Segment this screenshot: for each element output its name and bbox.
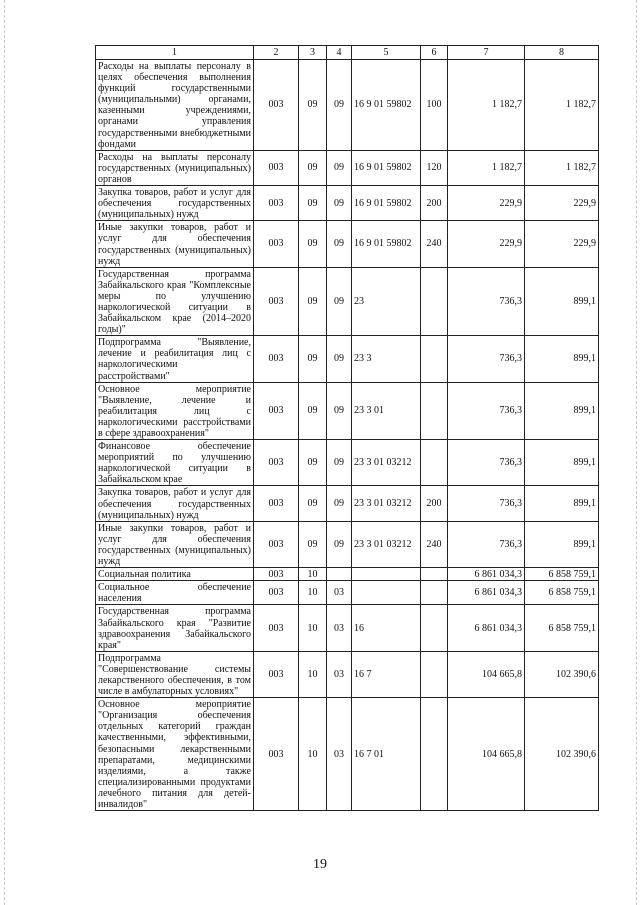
cell-sum-2020: 102 390,6	[525, 651, 599, 697]
cell-section: 10	[299, 581, 327, 605]
cell-sum-2019: 229,9	[448, 221, 525, 267]
cell-sum-2020: 899,1	[525, 521, 599, 567]
cell-subsection: 09	[327, 221, 352, 267]
cell-section: 09	[299, 440, 327, 486]
cell-sum-2020: 899,1	[525, 267, 599, 336]
cell-name: Расходы на выплаты персоналу государственных (муниципальных) органов	[96, 150, 254, 185]
cell-section: 09	[299, 221, 327, 267]
cell-sum-2019: 6 861 034,3	[448, 581, 525, 605]
cell-target: 16	[352, 605, 421, 651]
cell-sum-2019: 104 665,8	[448, 698, 525, 811]
cell-subsection: 03	[327, 698, 352, 811]
cell-name: Расходы на выплаты персоналу в целях обеспечения выполнения функций государственными (муниципальными) органами, казенными учреждениями, органами управления государственными внебюджетными фондами	[96, 60, 254, 151]
cell-sum-2020: 899,1	[525, 440, 599, 486]
cell-section: 09	[299, 486, 327, 521]
table-row	[96, 60, 599, 151]
cell-subsection: 09	[327, 440, 352, 486]
header-col-5: 5	[352, 46, 421, 60]
cell-sum-2020: 6 858 759,1	[525, 581, 599, 605]
scan-edge-right	[636, 0, 637, 905]
header-col-1: 1	[96, 46, 254, 60]
cell-admin: 003	[254, 60, 299, 151]
header-col-2: 2	[254, 46, 299, 60]
cell-name: Государственная программа Забайкальского края "Развитие здравоохранения Забайкальского края"	[96, 605, 254, 651]
cell-target: 23 3 01 03212	[352, 486, 421, 521]
cell-target: 23 3 01 03212	[352, 521, 421, 567]
page-number: 19	[313, 857, 327, 872]
cell-section: 09	[299, 336, 327, 382]
cell-subsection: 03	[327, 605, 352, 651]
cell-target: 16 7 01	[352, 698, 421, 811]
cell-target: 16 9 01 59802	[352, 186, 421, 221]
table-row	[96, 486, 599, 521]
table-header-row	[96, 46, 599, 60]
table-row	[96, 605, 599, 651]
cell-type: 240	[421, 521, 448, 567]
table-row	[96, 568, 599, 581]
cell-name: Государственная программа Забайкальского края "Комплексные меры по улучшению наркологической ситуации в Забайкальском крае (2014–2020 годы)"	[96, 267, 254, 336]
cell-sum-2020: 899,1	[525, 486, 599, 521]
cell-sum-2020: 1 182,7	[525, 60, 599, 151]
budget-table	[95, 45, 599, 811]
cell-admin: 003	[254, 486, 299, 521]
cell-admin: 003	[254, 186, 299, 221]
cell-name: Подпрограмма "Совершенствование системы лекарственного обеспечения, в том числе в амбулаторных условиях"	[96, 651, 254, 697]
header-col-3: 3	[299, 46, 327, 60]
cell-section: 10	[299, 698, 327, 811]
cell-name: Основное мероприятие "Выявление, лечение и реабилитация лиц с наркологическими расстройствами в сфере здравоохранения"	[96, 382, 254, 439]
cell-subsection: 09	[327, 336, 352, 382]
cell-sum-2019: 736,3	[448, 486, 525, 521]
cell-type	[421, 336, 448, 382]
cell-sum-2019: 736,3	[448, 267, 525, 336]
cell-sum-2020: 1 182,7	[525, 150, 599, 185]
cell-sum-2020: 6 858 759,1	[525, 605, 599, 651]
cell-admin: 003	[254, 651, 299, 697]
cell-target: 23 3	[352, 336, 421, 382]
cell-type	[421, 440, 448, 486]
cell-type	[421, 605, 448, 651]
cell-name: Иные закупки товаров, работ и услуг для обеспечения государственных (муниципальных) нужд	[96, 221, 254, 267]
cell-section: 09	[299, 382, 327, 439]
table-row	[96, 651, 599, 697]
cell-name: Основное мероприятие "Организация обеспечения отдельных категорий граждан качественными, эффективными, безопасными лекарственными препаратами, медицинскими изделиями, а также специализированными продуктами лечебного питания для детей-инвалидов"	[96, 698, 254, 811]
table-row	[96, 382, 599, 439]
cell-admin: 003	[254, 568, 299, 581]
table-row	[96, 581, 599, 605]
cell-sum-2019: 736,3	[448, 440, 525, 486]
cell-admin: 003	[254, 267, 299, 336]
table-row	[96, 440, 599, 486]
cell-type	[421, 581, 448, 605]
cell-section: 09	[299, 267, 327, 336]
cell-admin: 003	[254, 221, 299, 267]
cell-admin: 003	[254, 440, 299, 486]
table-row	[96, 521, 599, 567]
cell-type	[421, 651, 448, 697]
table-row	[96, 221, 599, 267]
cell-name: Закупка товаров, работ и услуг для обеспечения государственных (муниципальных) нужд	[96, 186, 254, 221]
cell-admin: 003	[254, 150, 299, 185]
cell-sum-2020: 899,1	[525, 336, 599, 382]
cell-subsection: 09	[327, 267, 352, 336]
cell-target: 16 7	[352, 651, 421, 697]
cell-sum-2019: 736,3	[448, 382, 525, 439]
cell-admin: 003	[254, 336, 299, 382]
table-row	[96, 150, 599, 185]
cell-section: 09	[299, 150, 327, 185]
cell-type: 120	[421, 150, 448, 185]
cell-sum-2020: 899,1	[525, 382, 599, 439]
cell-type: 200	[421, 486, 448, 521]
cell-sum-2020: 102 390,6	[525, 698, 599, 811]
cell-admin: 003	[254, 698, 299, 811]
cell-sum-2019: 104 665,8	[448, 651, 525, 697]
cell-sum-2020: 6 858 759,1	[525, 568, 599, 581]
cell-target: 16 9 01 59802	[352, 60, 421, 151]
scan-edge-left	[4, 0, 5, 905]
cell-subsection: 09	[327, 60, 352, 151]
cell-name: Подпрограмма "Выявление, лечение и реабилитация лиц с наркологическими расстройствами"	[96, 336, 254, 382]
cell-subsection: 03	[327, 651, 352, 697]
cell-section: 09	[299, 60, 327, 151]
table-row	[96, 698, 599, 811]
header-col-4: 4	[327, 46, 352, 60]
cell-target: 16 9 01 59802	[352, 150, 421, 185]
table-row	[96, 186, 599, 221]
table-row	[96, 336, 599, 382]
cell-target: 16 9 01 59802	[352, 221, 421, 267]
cell-sum-2019: 1 182,7	[448, 150, 525, 185]
cell-subsection: 09	[327, 382, 352, 439]
cell-section: 10	[299, 568, 327, 581]
cell-admin: 003	[254, 521, 299, 567]
cell-sum-2019: 736,3	[448, 336, 525, 382]
cell-sum-2020: 229,9	[525, 221, 599, 267]
cell-sum-2019: 736,3	[448, 521, 525, 567]
cell-admin: 003	[254, 605, 299, 651]
cell-type: 100	[421, 60, 448, 151]
cell-target	[352, 581, 421, 605]
cell-type	[421, 382, 448, 439]
cell-type: 240	[421, 221, 448, 267]
cell-admin: 003	[254, 382, 299, 439]
table-body	[96, 46, 599, 811]
cell-subsection: 09	[327, 521, 352, 567]
cell-section: 09	[299, 521, 327, 567]
cell-sum-2019: 1 182,7	[448, 60, 525, 151]
cell-sum-2019: 6 861 034,3	[448, 605, 525, 651]
cell-target	[352, 568, 421, 581]
cell-admin: 003	[254, 581, 299, 605]
cell-name: Закупка товаров, работ и услуг для обеспечения государственных (муниципальных) нужд	[96, 486, 254, 521]
cell-subsection	[327, 568, 352, 581]
cell-target: 23 3 01 03212	[352, 440, 421, 486]
header-col-8: 8	[525, 46, 599, 60]
cell-section: 10	[299, 651, 327, 697]
cell-type: 200	[421, 186, 448, 221]
cell-name: Финансовое обеспечение мероприятий по улучшению наркологической ситуации в Забайкальском крае	[96, 440, 254, 486]
cell-subsection: 09	[327, 486, 352, 521]
table-row	[96, 267, 599, 336]
cell-target: 23	[352, 267, 421, 336]
cell-type	[421, 568, 448, 581]
cell-sum-2019: 6 861 034,3	[448, 568, 525, 581]
cell-section: 09	[299, 186, 327, 221]
cell-section: 10	[299, 605, 327, 651]
header-col-6: 6	[421, 46, 448, 60]
cell-name: Иные закупки товаров, работ и услуг для обеспечения государственных (муниципальных) нужд	[96, 521, 254, 567]
cell-name: Социальная политика	[96, 568, 254, 581]
cell-type	[421, 698, 448, 811]
cell-subsection: 09	[327, 150, 352, 185]
header-col-7: 7	[448, 46, 525, 60]
cell-target: 23 3 01	[352, 382, 421, 439]
cell-type	[421, 267, 448, 336]
cell-subsection: 03	[327, 581, 352, 605]
cell-sum-2019: 229,9	[448, 186, 525, 221]
cell-sum-2020: 229,9	[525, 186, 599, 221]
cell-subsection: 09	[327, 186, 352, 221]
cell-name: Социальное обеспечение населения	[96, 581, 254, 605]
